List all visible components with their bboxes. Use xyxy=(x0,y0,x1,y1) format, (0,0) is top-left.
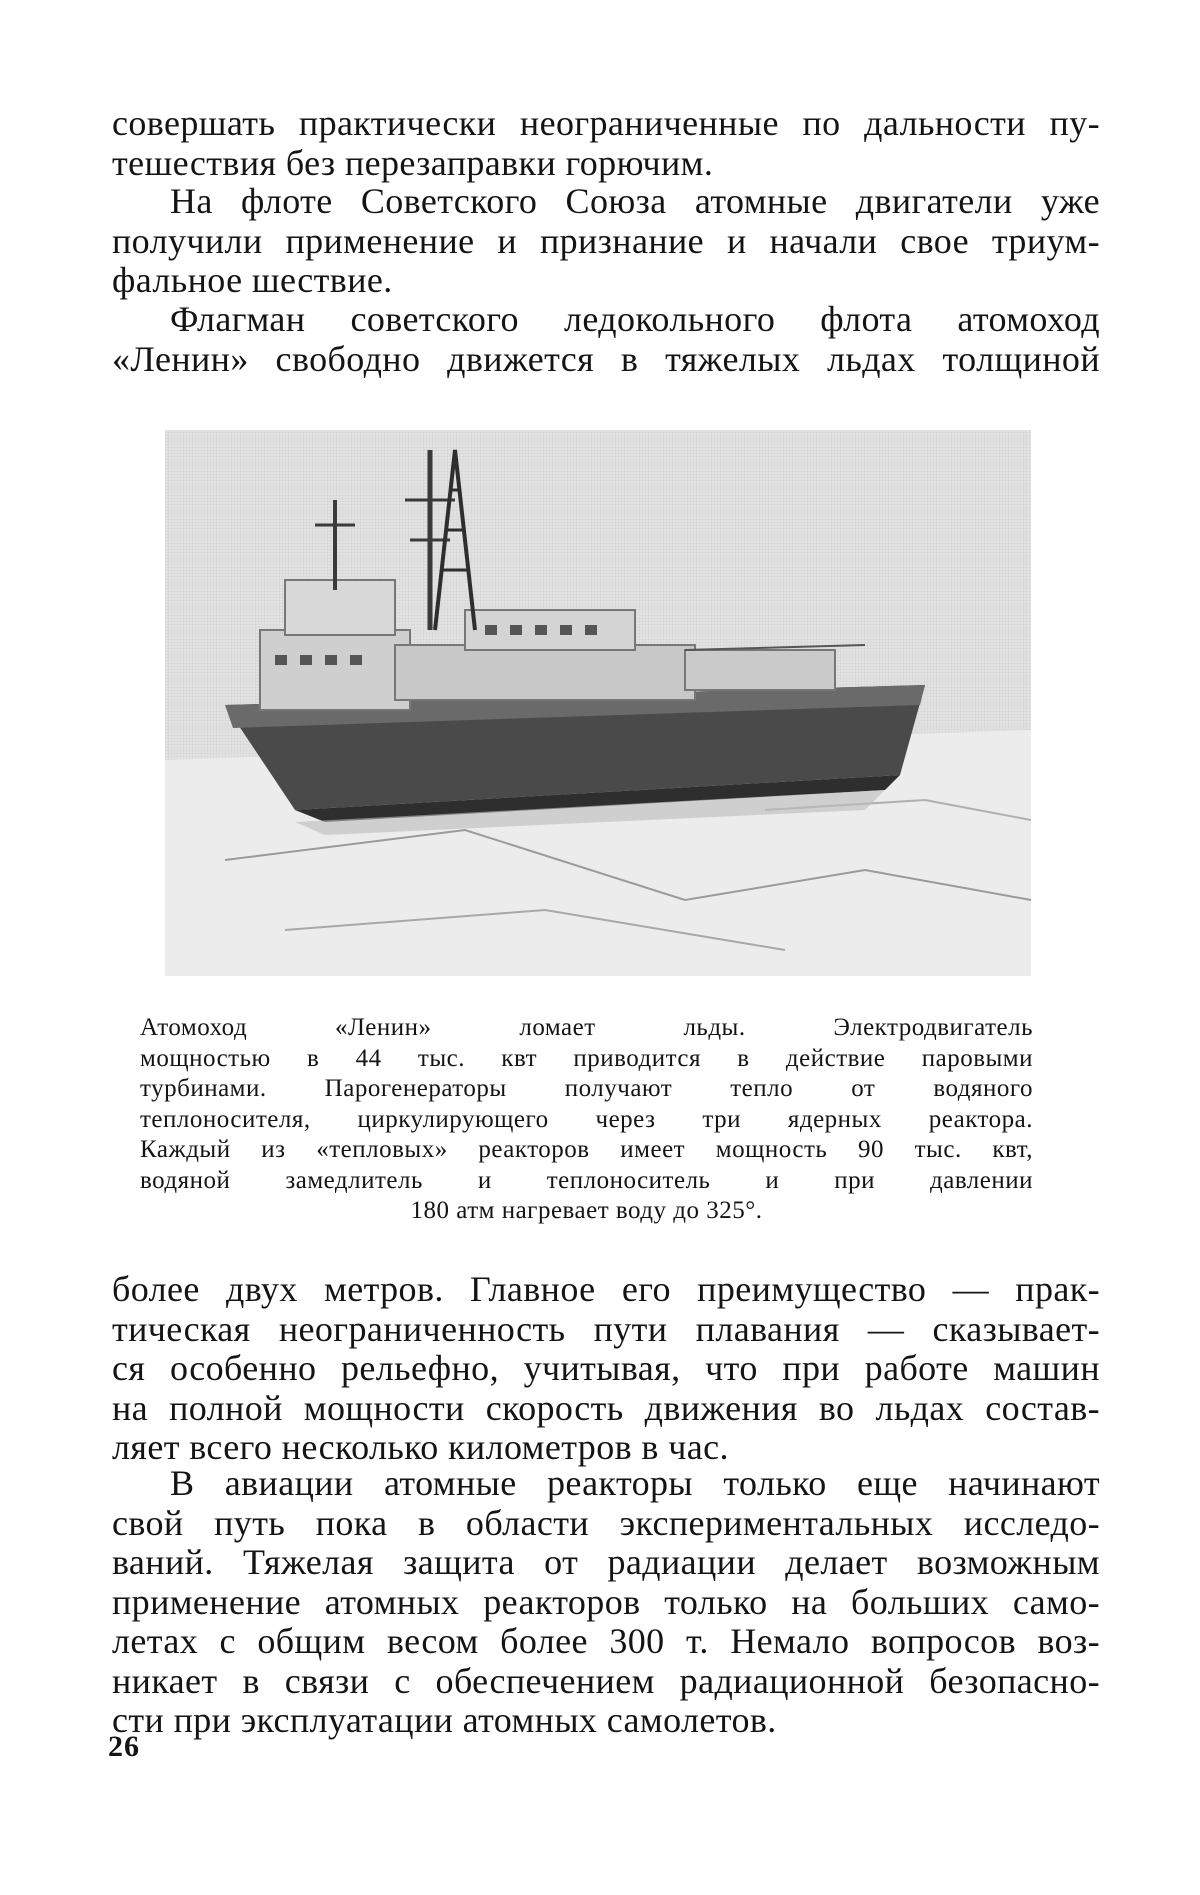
paragraph-5 xyxy=(112,1464,1100,1741)
text-line: на полной мощности скорость движения во льдах состав- xyxy=(112,1387,1100,1428)
text-line: ляет всего несколько километров в час. xyxy=(112,1427,729,1467)
paragraph-4 xyxy=(112,1270,1100,1468)
text-line: более двух метров. Главное его преимущество — прак- xyxy=(112,1269,1100,1309)
text-line: летах с общим весом более 300 т. Немало вопросов воз- xyxy=(112,1621,1100,1661)
text-line: применение атомных реакторов только на больших само- xyxy=(112,1581,1100,1622)
caption-line: Атомоход «Ленин» ломает льды. Электродвигатель xyxy=(140,1014,1033,1041)
text-line: тешествия без перезаправки горючим. xyxy=(112,142,714,183)
page-number: 26 xyxy=(108,1730,140,1763)
caption-line: 180 атм нагревает воду до 325°. xyxy=(410,1197,763,1224)
paragraph-3 xyxy=(112,300,1100,379)
photo-caption xyxy=(140,1013,1033,1227)
paragraph-1 xyxy=(112,104,1100,183)
text-line: Флагман советского ледокольного флота атомоход xyxy=(170,299,1100,339)
text-line: На флоте Советского Союза атомные двигатели уже xyxy=(170,181,1100,221)
text-line: В авиации атомные реакторы только еще начинают xyxy=(170,1463,1100,1503)
text-line: ся особенно рельефно, учитывая, что при работе машин xyxy=(112,1348,1100,1388)
text-line: получили применение и признание и начали свое триум- xyxy=(112,220,1100,261)
text-line: свой путь пока в области экспериментальных исследо- xyxy=(112,1502,1100,1543)
text-line: сти при эксплуатации атомных самолетов. xyxy=(112,1700,777,1740)
text-line: ваний. Тяжелая защита от радиации делает возможным xyxy=(112,1542,1100,1582)
paragraph-2 xyxy=(112,182,1100,301)
text-line: «Ленин» свободно движется в тяжелых льдах толщиной xyxy=(112,338,1100,379)
caption-line: Каждый из «тепловых» реакторов имеет мощность 90 тыс. квт, xyxy=(140,1136,1033,1163)
text-line: совершать практически неограниченные по дальности пу- xyxy=(112,103,1100,143)
caption-line: водяной замедлитель и теплоноситель и при давлении xyxy=(140,1166,1033,1194)
caption-line: турбинами. Парогенераторы получают тепло от водяного xyxy=(140,1075,1033,1102)
text-line: никает в связи с обеспечением радиационной безопасно- xyxy=(112,1660,1100,1701)
text-line: тическая неограниченность пути плавания — сказывает- xyxy=(112,1308,1100,1349)
icebreaker-illustration xyxy=(165,430,1031,976)
text-line: фальное шествие. xyxy=(112,260,393,300)
caption-line: теплоносителя, циркулирующего через три ядерных реактора. xyxy=(140,1105,1033,1133)
icebreaker-photo xyxy=(165,430,1031,976)
caption-line: мощностью в 44 тыс. квт приводится в действие паровыми xyxy=(140,1044,1033,1072)
